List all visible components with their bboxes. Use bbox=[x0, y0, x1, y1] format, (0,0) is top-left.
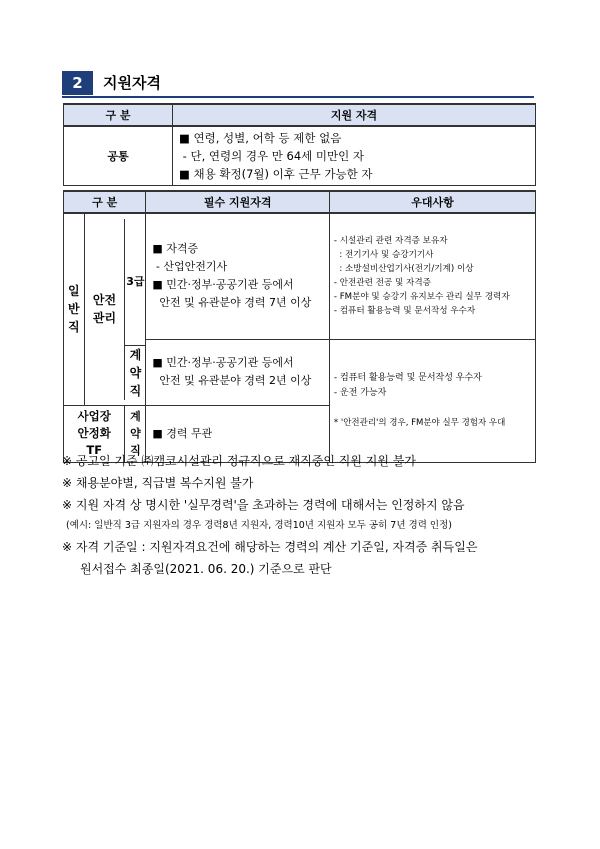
table-row bbox=[64, 213, 536, 339]
grade3-requirements bbox=[146, 213, 330, 339]
lower-preferences bbox=[329, 339, 535, 462]
section-number: 2 bbox=[62, 71, 93, 95]
common-line: - 단, 연령의 경우 만 64세 미만인 자 bbox=[179, 149, 364, 163]
header-required: 필수 지원자격 bbox=[146, 191, 330, 213]
common-line: ■ 연령, 성별, 어학 등 제한 없음 bbox=[179, 131, 342, 145]
req-line: 안전 및 유관분야 경력 2년 이상 bbox=[152, 374, 312, 387]
req-line: ■ 민간·정부·공공기관 등에서 bbox=[152, 356, 294, 369]
table-header-row bbox=[64, 191, 536, 213]
note-item: ※ 지원 자격 상 명시한 '실무경력'을 초과하는 경력에 대해서는 인정하지 않음 bbox=[62, 498, 465, 512]
header-preferred: 우대사항 bbox=[329, 191, 535, 213]
pref-line: : 전기기사 및 승강기기사 bbox=[333, 250, 434, 261]
pref-line bbox=[334, 401, 531, 416]
type-contract: 계 약 직 bbox=[129, 347, 142, 398]
section-header bbox=[62, 71, 534, 95]
grade-3: 3급 bbox=[125, 219, 145, 346]
safety-cell bbox=[84, 213, 146, 405]
field-tf: 사업장 안정화 TF bbox=[64, 406, 125, 462]
pref-line: - 시설관리 관련 자격증 보유자 bbox=[333, 236, 448, 247]
note-item: ※ 공고일 기준 ㈜캠코시설관리 정규직으로 재직중인 직원 지원 불가 bbox=[62, 454, 416, 468]
req-line: ■ 자격증 bbox=[152, 242, 199, 256]
table-row bbox=[64, 126, 536, 186]
common-qualification-table bbox=[63, 103, 536, 186]
table-header-row bbox=[64, 104, 536, 126]
tf-requirements: ■ 경력 무관 bbox=[146, 405, 330, 462]
pref-line: - 컴퓨터 활용능력 및 문서작성 우수자 bbox=[333, 372, 482, 383]
req-line: ■ 민간·정부·공공기관 등에서 bbox=[152, 278, 294, 292]
section-title: 지원자격 bbox=[103, 74, 161, 92]
contract-requirements bbox=[146, 339, 330, 405]
common-line: ■ 채용 확정(7월) 이후 근무 가능한 자 bbox=[179, 167, 373, 181]
note-item: ※ 채용분야별, 직급별 복수지원 불가 bbox=[62, 476, 254, 490]
note-example: (예시: 일반직 3급 지원자의 경우 경력8년 지원자, 경력10년 지원자 모두 공히 7년 경력 인정) bbox=[66, 520, 452, 531]
pref-line: - 컴퓨터 활용능력 및 문서작성 우수자 bbox=[333, 306, 476, 317]
common-qualification-lines bbox=[173, 126, 536, 186]
note-item: ※ 자격 기준일 : 지원자격요건에 해당하는 경력의 계산 기준일, 자격증 취득일은 bbox=[62, 540, 478, 554]
type-contract-tf: 계 약 직 bbox=[130, 410, 141, 457]
header-category: 구 분 bbox=[64, 104, 173, 126]
position-qualification-table bbox=[63, 190, 536, 463]
note-continuation: 원서접수 최종일(2021. 06. 20.) 기준으로 판단 bbox=[80, 562, 332, 576]
header-qualification: 지원 자격 bbox=[173, 104, 536, 126]
section-underline bbox=[62, 96, 534, 98]
pref-note: * '안전관리'의 경우, FM분야 실무 경험자 우대 bbox=[333, 417, 506, 428]
pref-line: - FM분야 및 승강기 유지보수 관리 실무 경력자 bbox=[333, 292, 510, 303]
header-category: 구 분 bbox=[64, 191, 146, 213]
pref-line: - 운전 가능자 bbox=[333, 387, 387, 398]
field-safety: 안전 관리 bbox=[85, 219, 126, 400]
row-label-common: 공통 bbox=[64, 126, 173, 186]
pref-line: : 소방설비산업기사(전기/기계) 이상 bbox=[333, 264, 474, 275]
notes-block bbox=[62, 450, 542, 580]
req-line: - 산업안전기사 bbox=[152, 260, 228, 274]
grade3-preferences bbox=[329, 213, 535, 339]
group-general: 일 반 직 bbox=[64, 213, 85, 405]
req-line: 안전 및 유관분야 경력 7년 이상 bbox=[152, 296, 312, 310]
pref-line: - 안전관련 전공 및 자격증 bbox=[333, 278, 431, 289]
